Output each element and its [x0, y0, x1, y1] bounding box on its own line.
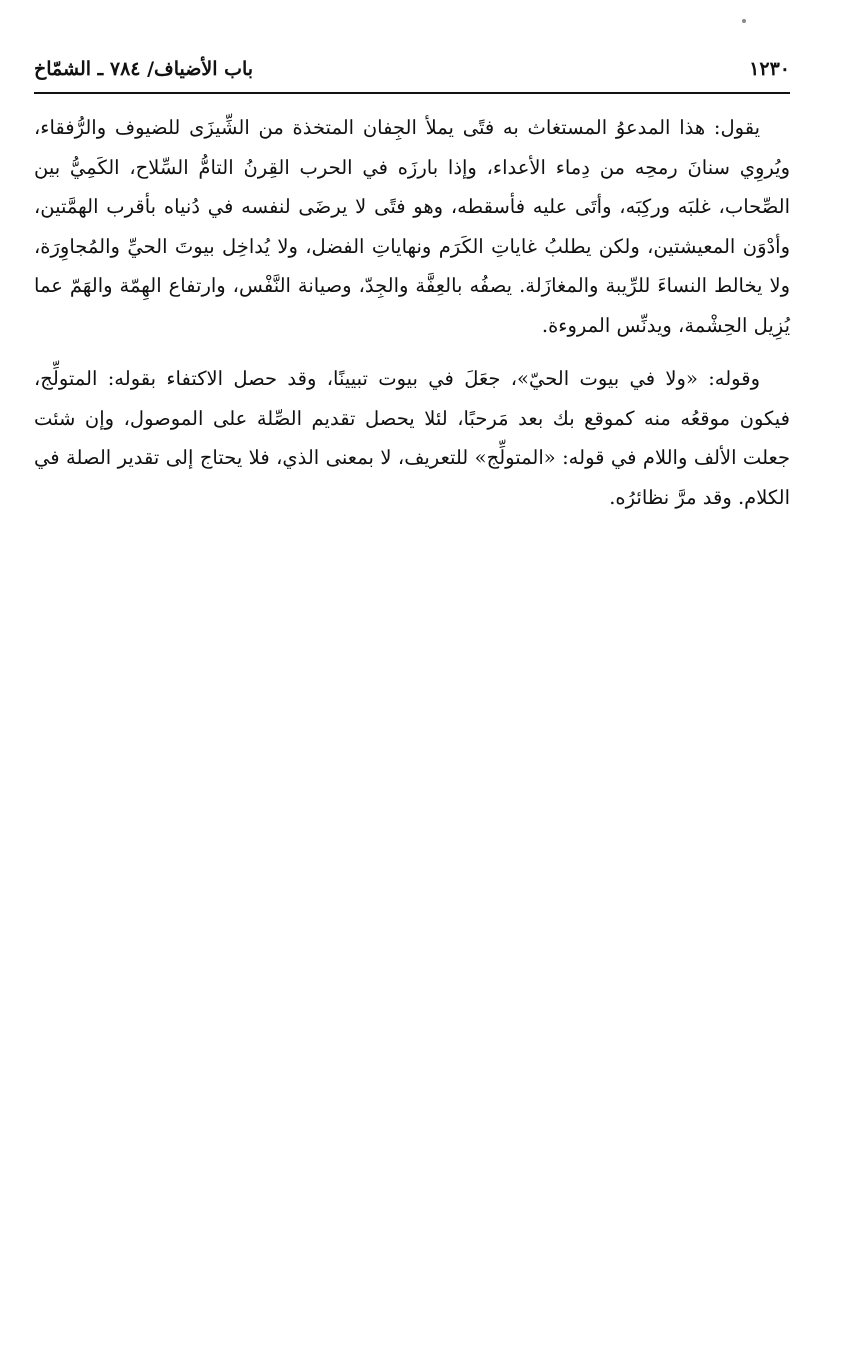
page-number: ١٢٣٠ — [749, 58, 790, 80]
book-page — [34, 52, 790, 517]
body-text — [34, 108, 790, 517]
grammar-note-paragraph: وقوله: «ولا في بيوت الحيّ»، جعَلَ في بيوت تبيينًا، وقد حصل الاكتفاء بقوله: المتولِّج، فيكون موقعُه منه كموقع بك بعد مَرحبًا، لئلا يحصل تقديم الصِّلة على الموصول، وإن شئت جعلت الألف واللام في قوله: «المتولِّج» للتعريف، لا بمعنى الذي، فلا يحتاج إلى تقدير الصلة في الكلام. وقد مرَّ نظائرُه. — [34, 367, 790, 509]
chapter-title: باب الأضياف/ ٧٨٤ ـ الشمّاخ — [34, 58, 254, 80]
running-header — [34, 52, 790, 94]
commentary-paragraph: يقول: هذا المدعوُ المستغاث به فتًى يملأ الجِفان المتخذة من الشِّيزَى للضيوف والرُّفقاء، ويُروِي سنانَ رمحِه من دِماء الأعداء، وإذا بارزَه في الحرب القِرنُ التامُّ السِّلاح، الكَمِيُّ بين الصِّحاب، غلبَه وركِبَه، وأتَى عليه فأسقطه، وهو فتًى لا يرضَى لنفسه في دُنياه بأقرب الهمَّتين، وأدْوَن المعيشتين، ولكن يطلبُ غاياتِ الكَرَم ونهاياتِ الفضل، ولا يُداخِل بيوتَ الحيِّ والمُجاوِرَة، ولا يخالط النساءَ للرِّيبة والمغازَلة. يصفُه بالعِفَّة والجِدّ، وصيانة النَّفْس، وارتفاع الهِمّة والهَمّ عما يُزِيل الحِشْمة، ويدنِّس المروءة. — [34, 116, 790, 337]
margin-dot — [742, 19, 746, 23]
